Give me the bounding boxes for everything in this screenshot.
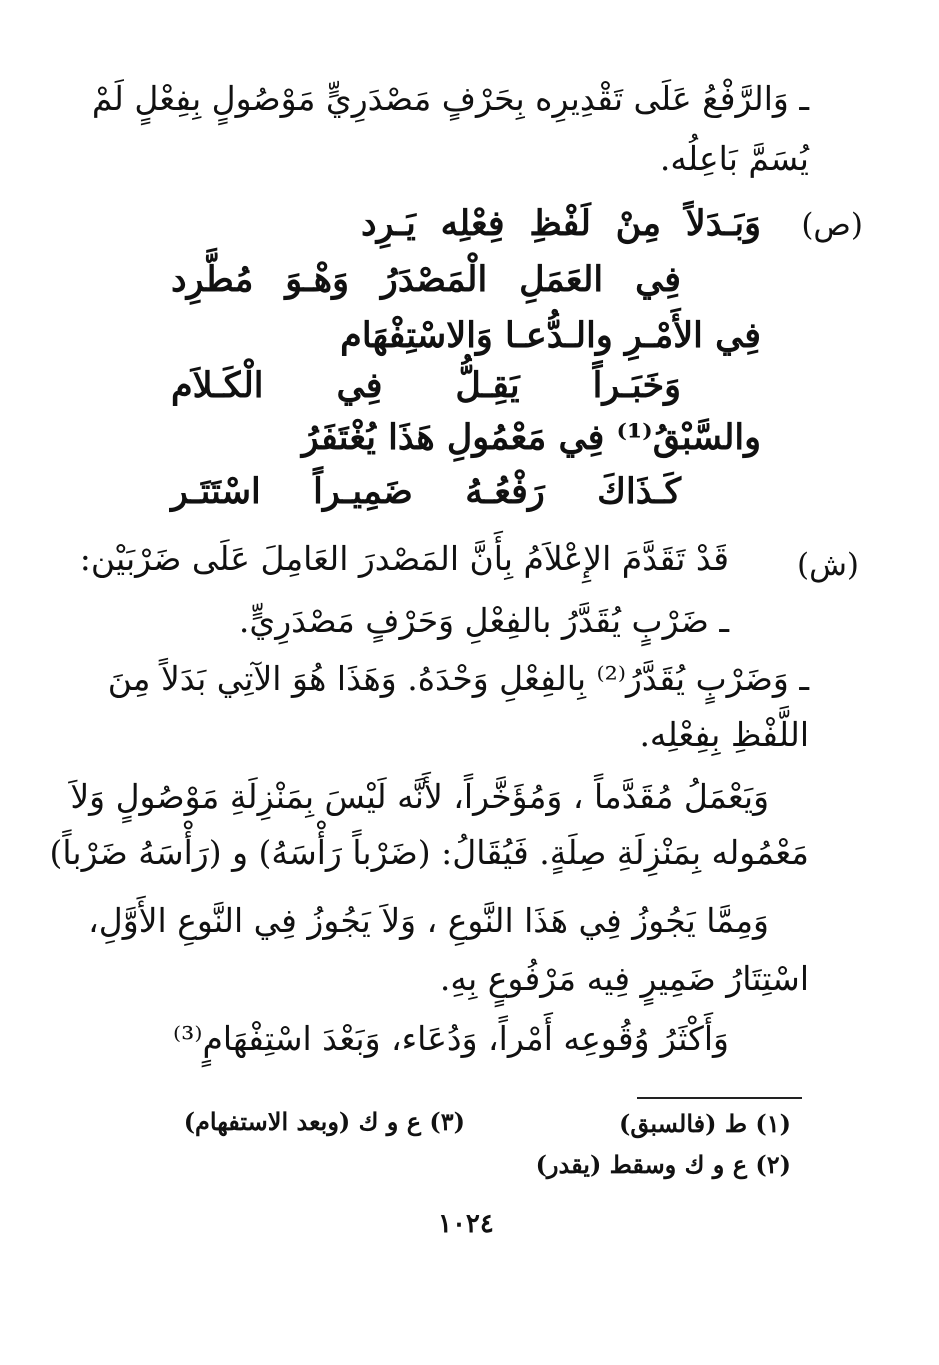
footnote-separator [637, 1097, 802, 1099]
verse-line-6: كَـذَاكَ رَفْعُـهُ ضَمِيـراً اسْتَتَـر [171, 471, 681, 512]
verse-line-1: وَبَـدَلاً مِنْ لَفْظِ فِعْلِه يَـرِد [361, 203, 761, 244]
commentary-line-8: اسْتِتَارُ ضَمِيرٍ فِيه مَرْفُوعٍ بِهِ. [439, 959, 809, 998]
footnote-3: (٣) ع و ك (وبعد الاستفهام) [183, 1107, 465, 1136]
commentary-line-9: وَأَكْثَرُ وُقُوعِه أَمْراً، وَدُعَاء، وَبَعْدَ اسْتِفْهَامٍ⁽³⁾ [173, 1019, 729, 1058]
commentary-line-7: وَمِمَّا يَجُوزُ فِي هَذَا النَّوعِ ، وَلاَ يَجُوزُ فِي النَّوعِ الأَوَّلِ، [88, 901, 769, 940]
commentary-line-5: وَيَعْمَلُ مُقَدَّماً ، وَمُؤَخَّراً، لأَنَّه لَيْسَ بِمَنْزِلَةِ مَوْصُولٍ وَلاَ [70, 777, 769, 816]
text-line-1: ـ وَالرَّفْعُ عَلَى تَقْدِيرِه بِحَرْفٍ مَصْدَرِيٍّ مَوْصُولٍ بِفِعْلٍ لَمْ [91, 79, 809, 118]
commentary-line-6: مَعْمُوله بِمَنْزِلَةِ صِلَةٍ. فَيُقَالُ: (ضَرْباً رَأْسَهُ) و (رَأْسَهُ ضَرْباً) [49, 833, 809, 872]
verse-line-5: والسَّبْقُ⁽¹⁾ فِي مَعْمُولِ هَذَا يُغْتَفَرُ [301, 417, 761, 458]
text-line-2: يُسَمَّ بَاعِلُه. [659, 139, 809, 178]
section-marker-shin: (ش) [796, 547, 859, 583]
commentary-line-4: اللَّفْظِ بِفِعْلِه. [639, 715, 809, 754]
verse-line-3: فِي الأَمْـرِ والـدُّعـا وَالاسْتِفْهَام [340, 315, 761, 356]
page-number: ١٠٢٤ [438, 1209, 494, 1239]
section-marker-sad: (ص) [801, 207, 863, 243]
footnote-1: (١) ط (فالسبق) [619, 1109, 791, 1138]
footnote-2: (٢) ع و ك وسقط (يقدر) [535, 1150, 791, 1179]
commentary-line-3: ـ وَضَرْبٍ يُقَدَّرُ⁽²⁾ بِالفِعْلِ وَحْدَهُ. وَهَذَا هُوَ الآتِي بَدَلاً مِنَ [107, 659, 809, 698]
commentary-line-1: قَدْ تَقَدَّمَ الإِعْلاَمُ بِأَنَّ المَصْدرَ العَامِلَ عَلَى ضَرْبَيْن: [79, 539, 729, 578]
verse-line-2: فِي العَمَلِ الْمَصْدَرُ وَهْـوَ مُطَّرِد [171, 259, 681, 300]
commentary-line-2: ـ ضَرْبٍ يُقَدَّرُ بالفِعْلِ وَحَرْفٍ مَصْدَرِيٍّ. [238, 601, 729, 640]
verse-line-4: وَخَبَـراً يَقِـلُّ فِي الْكَـلاَم [171, 365, 681, 406]
